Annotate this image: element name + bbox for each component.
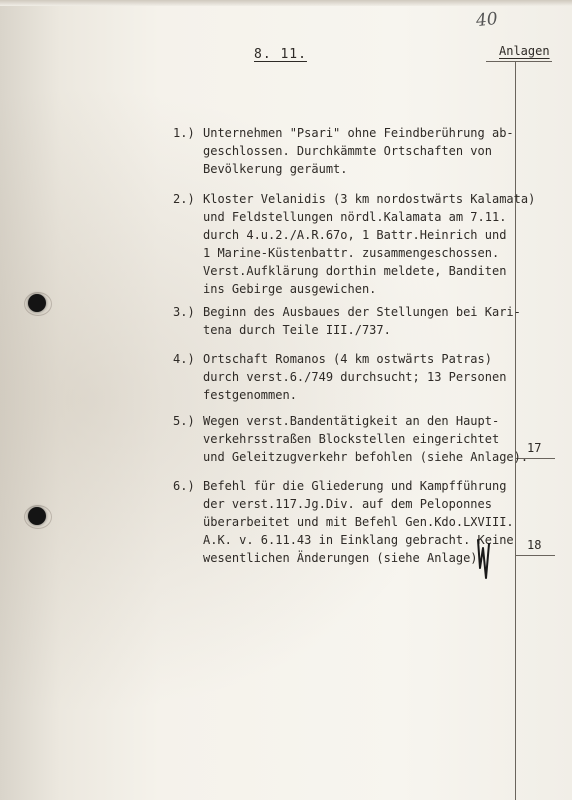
- entry-line: und Feldstellungen nördl.Kalamata am 7.11.: [203, 210, 507, 224]
- entry-number: 6.): [173, 479, 195, 493]
- entry-text: [203, 477, 514, 567]
- date-heading: 8. 11.: [254, 47, 307, 62]
- entry-line: überarbeitet und mit Befehl Gen.Kdo.LXVIII.: [203, 515, 514, 529]
- header-rule: [486, 61, 552, 62]
- entry-line: Ortschaft Romanos (4 km ostwärts Patras): [203, 352, 492, 366]
- entry-number: 5.): [173, 414, 195, 428]
- anlagen-header: Anlagen: [499, 44, 550, 58]
- page-number: 40: [475, 8, 499, 32]
- entry-number: 2.): [173, 192, 195, 206]
- entry-line: und Geleitzugverkehr befohlen (siehe Anlage).: [203, 450, 529, 464]
- entry-text: [203, 190, 535, 298]
- entry-line: Beginn des Ausbaues der Stellungen bei Kari-: [203, 305, 521, 319]
- entry-line: Kloster Velanidis (3 km nordostwärts Kalamata): [203, 192, 536, 206]
- entry-line: 1 Marine-Küstenbattr. zusammengeschossen.: [203, 246, 500, 260]
- entry-line: A.K. v. 6.11.43 in Einklang gebracht. Keine: [203, 533, 514, 547]
- entry-text: [203, 412, 528, 466]
- entry-number: 3.): [173, 305, 195, 319]
- entry-line: geschlossen. Durchkämmte Ortschaften von: [203, 144, 492, 158]
- page-edge-shadow: [0, 0, 572, 6]
- entry-text: [203, 124, 514, 178]
- entry-line: tena durch Teile III./737.: [203, 323, 391, 337]
- entry-line: verkehrsstraßen Blockstellen eingerichtet: [203, 432, 500, 446]
- entry-line: Befehl für die Gliederung und Kampfführung: [203, 479, 507, 493]
- anlagen-separator: [515, 555, 555, 556]
- entry-line: durch verst.6./749 durchsucht; 13 Personen: [203, 370, 507, 384]
- entry-text: [203, 303, 521, 339]
- entry-number: 4.): [173, 352, 195, 366]
- punch-hole: [28, 507, 46, 525]
- anlagen-ref: 17: [527, 441, 542, 455]
- entry-text: [203, 350, 506, 404]
- entry-line: festgenommen.: [203, 388, 297, 402]
- entry-line: Verst.Aufklärung dorthin meldete, Banditen: [203, 264, 507, 278]
- handwritten-initial-mark: [474, 538, 494, 582]
- anlagen-ref: 18: [527, 538, 542, 552]
- entry-number: 1.): [173, 126, 195, 140]
- entry-line: durch 4.u.2./A.R.67o, 1 Battr.Heinrich und: [203, 228, 507, 242]
- entry-line: Wegen verst.Bandentätigkeit an den Haupt-: [203, 414, 500, 428]
- punch-hole: [28, 294, 46, 312]
- entry-line: Bevölkerung geräumt.: [203, 162, 348, 176]
- entry-line: Unternehmen "Psari" ohne Feindberührung ab-: [203, 126, 514, 140]
- entry-line: ins Gebirge ausgewichen.: [203, 282, 377, 296]
- entry-line: der verst.117.Jg.Div. auf dem Peloponnes: [203, 497, 492, 511]
- entry-line: wesentlichen Änderungen (siehe Anlage).: [203, 551, 485, 565]
